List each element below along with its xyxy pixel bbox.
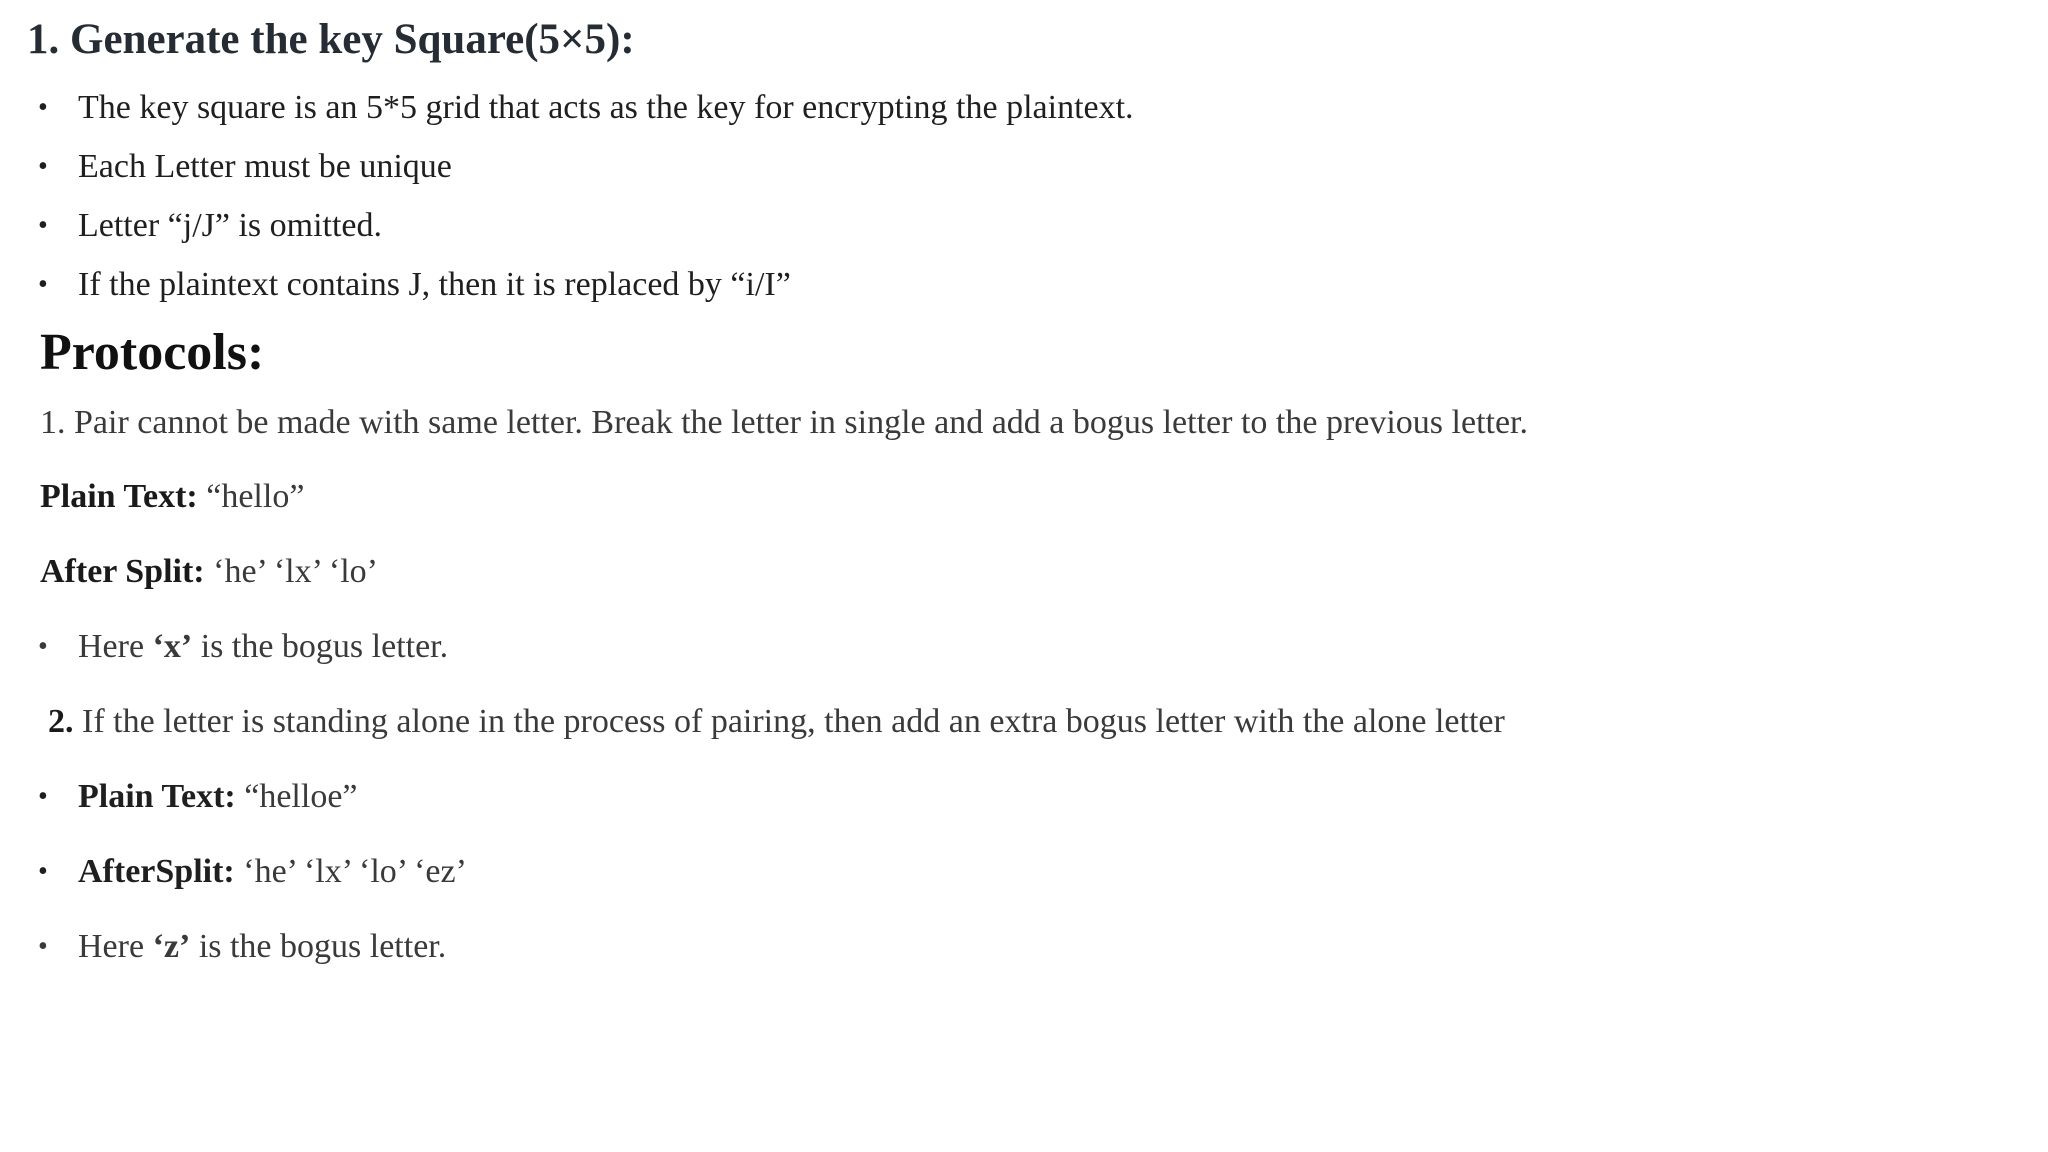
key-bullet	[38, 265, 791, 305]
plain-text-value: “helloe”	[235, 778, 358, 815]
rule-one: 1. Pair cannot be made with same letter. Break the letter in single and add a bogus letter to the previous letter.	[40, 404, 1528, 441]
bullet-icon: •	[38, 781, 48, 812]
rule-two	[48, 702, 1505, 742]
after-split-label: After Split:	[40, 553, 205, 590]
bullet-icon: •	[38, 856, 48, 887]
bullet-icon: •	[38, 151, 48, 182]
note-prefix: Here	[78, 928, 153, 965]
plain-text-label: Plain Text:	[78, 778, 236, 815]
note-bogus-letter: ‘z’	[152, 928, 191, 965]
plain-text-value: “hello”	[197, 478, 305, 515]
bullet-icon: •	[38, 92, 48, 123]
bullet-text: Letter “j/J” is omitted.	[78, 207, 383, 244]
bullet-icon: •	[38, 931, 48, 962]
key-bullet	[38, 147, 452, 187]
bullet-icon: •	[38, 269, 48, 300]
bullet-icon: •	[38, 631, 48, 662]
note-suffix: is the bogus letter.	[190, 928, 447, 965]
example1-note	[38, 627, 448, 667]
bullet-text: Each Letter must be unique	[78, 148, 452, 185]
protocols-heading: Protocols:	[40, 324, 265, 381]
example1-plain-text	[40, 477, 304, 517]
bullet-text: The key square is an 5*5 grid that acts as the key for encrypting the plaintext.	[78, 89, 1134, 126]
rule-two-text: If the letter is standing alone in the process of pairing, then add an extra bogus letter with the alone letter	[73, 703, 1505, 740]
example1-after-split	[40, 552, 378, 592]
note-bogus-letter: ‘x’	[152, 628, 193, 665]
note-suffix: is the bogus letter.	[192, 628, 449, 665]
rule-two-number: 2.	[48, 703, 74, 740]
example2-note	[38, 927, 446, 967]
after-split-value: ‘he’ ‘lx’ ‘lo’	[204, 553, 378, 590]
example2-plain-text	[38, 777, 358, 817]
section-heading: 1. Generate the key Square(5×5):	[27, 16, 635, 63]
bullet-icon: •	[38, 210, 48, 241]
key-bullet	[38, 88, 1134, 128]
after-split-value: ‘he’ ‘lx’ ‘lo’ ‘ez’	[234, 853, 467, 890]
plain-text-label: Plain Text:	[40, 478, 198, 515]
bullet-text: If the plaintext contains J, then it is replaced by “i/I”	[78, 266, 791, 303]
example2-after-split	[38, 852, 467, 892]
after-split-label: AfterSplit:	[78, 853, 235, 890]
note-prefix: Here	[78, 628, 153, 665]
key-bullet	[38, 206, 382, 246]
